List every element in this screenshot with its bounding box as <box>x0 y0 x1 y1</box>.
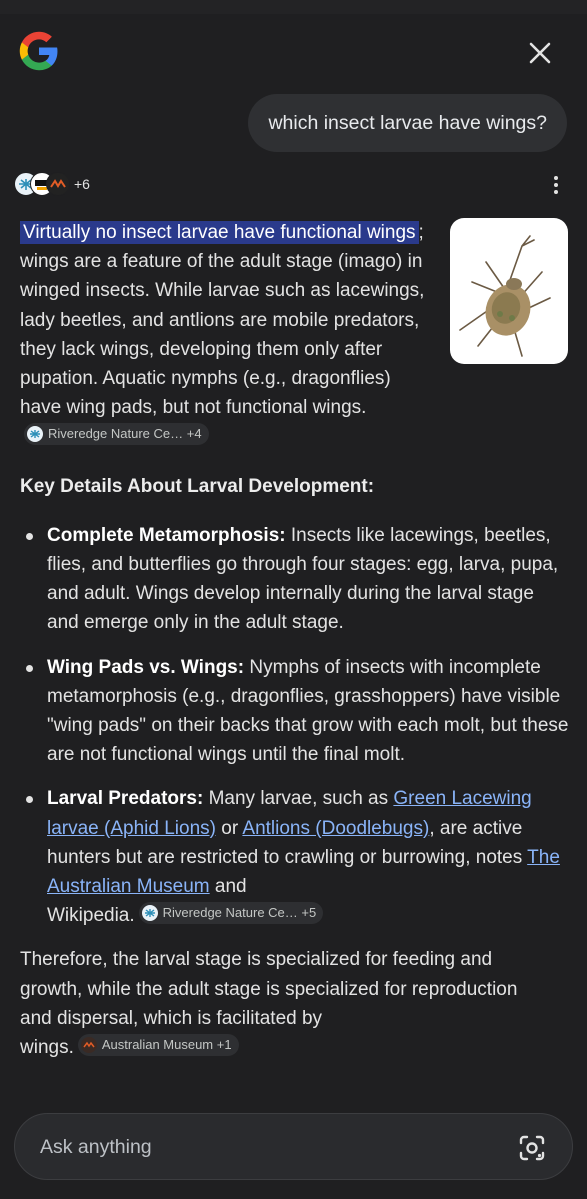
google-logo-icon <box>18 30 60 72</box>
section-heading: Key Details About Larval Development: <box>20 475 375 497</box>
close-button[interactable] <box>524 37 556 69</box>
user-query-bubble: which insect larvae have wings? <box>248 94 567 152</box>
source-chip-riveredge-2[interactable]: Riveredge Nature Ce… +5 <box>139 902 324 924</box>
lens-camera-icon[interactable] <box>517 1133 547 1163</box>
more-options-button[interactable] <box>546 172 566 198</box>
status-bar-strip <box>0 0 587 14</box>
ask-placeholder: Ask anything <box>40 1136 152 1158</box>
sources-row[interactable] <box>14 170 90 198</box>
dragonfly-icon <box>142 905 158 921</box>
sources-more-count: +6 <box>74 176 90 192</box>
link-green-lacewing[interactable]: Green Lacewing larvae (Aphid Lions) <box>47 788 532 839</box>
list-item: Larval Predators: Many larvae, such as Green Lacewing larvae (Aphid Lions) or Antlions (Doodlebugs), are active hunters but are restricted to crawling or burrowing, notes The Australian Museum and Wikipedia. Riveredge Nature Ce… +5 <box>20 784 570 930</box>
ask-input[interactable] <box>14 1113 573 1180</box>
link-australian-museum[interactable]: The Australian Museum <box>47 846 560 898</box>
list-item: Wing Pads vs. Wings: Nymphs of insects with incomplete metamorphosis (e.g., dragonflies, grasshoppers) have visible "wing pads" on their backs that grow with each molt, but these are not functional wings until the final molt. <box>20 653 570 770</box>
source-chip-riveredge[interactable]: Riveredge Nature Ce… +4 <box>24 423 209 445</box>
ai-answer <box>20 218 570 1062</box>
link-antlions[interactable]: Antlions (Doodlebugs) <box>242 817 430 839</box>
answer-highlight[interactable]: Virtually no insect larvae have functional wings <box>20 221 419 244</box>
details-list <box>20 521 570 931</box>
answer-conclusion: Therefore, the larval stage is specialized for feeding and growth, while the adult stage is specialized for reproduction and dispersal, which is facilitated by wings. Australian Museum +1 <box>20 949 518 1059</box>
close-icon <box>528 41 552 65</box>
list-item: Complete Metamorphosis: Insects like lacewings, beetles, flies, and butterflies go through four stages: egg, larva, pupa, and adult. Wings develop internally during the larval stage and emerge only in the adult stage. <box>20 521 570 638</box>
answer-intro-text: ; wings are a feature of the adult stage (imago) in winged insects. While larvae such as lacewings, lady beetles, and antlions are mobile predators, they lack wings, developing them only after pupation. Aquatic nymphs (e.g., dragonflies) have wing pads, but not functional wings. <box>20 222 425 419</box>
source-chip-australian-museum[interactable]: Australian Museum +1 <box>78 1034 239 1056</box>
dragonfly-icon <box>27 426 43 442</box>
australian-museum-icon <box>81 1037 97 1053</box>
answer-intro <box>20 218 432 452</box>
australian-museum-source-icon <box>46 172 70 196</box>
